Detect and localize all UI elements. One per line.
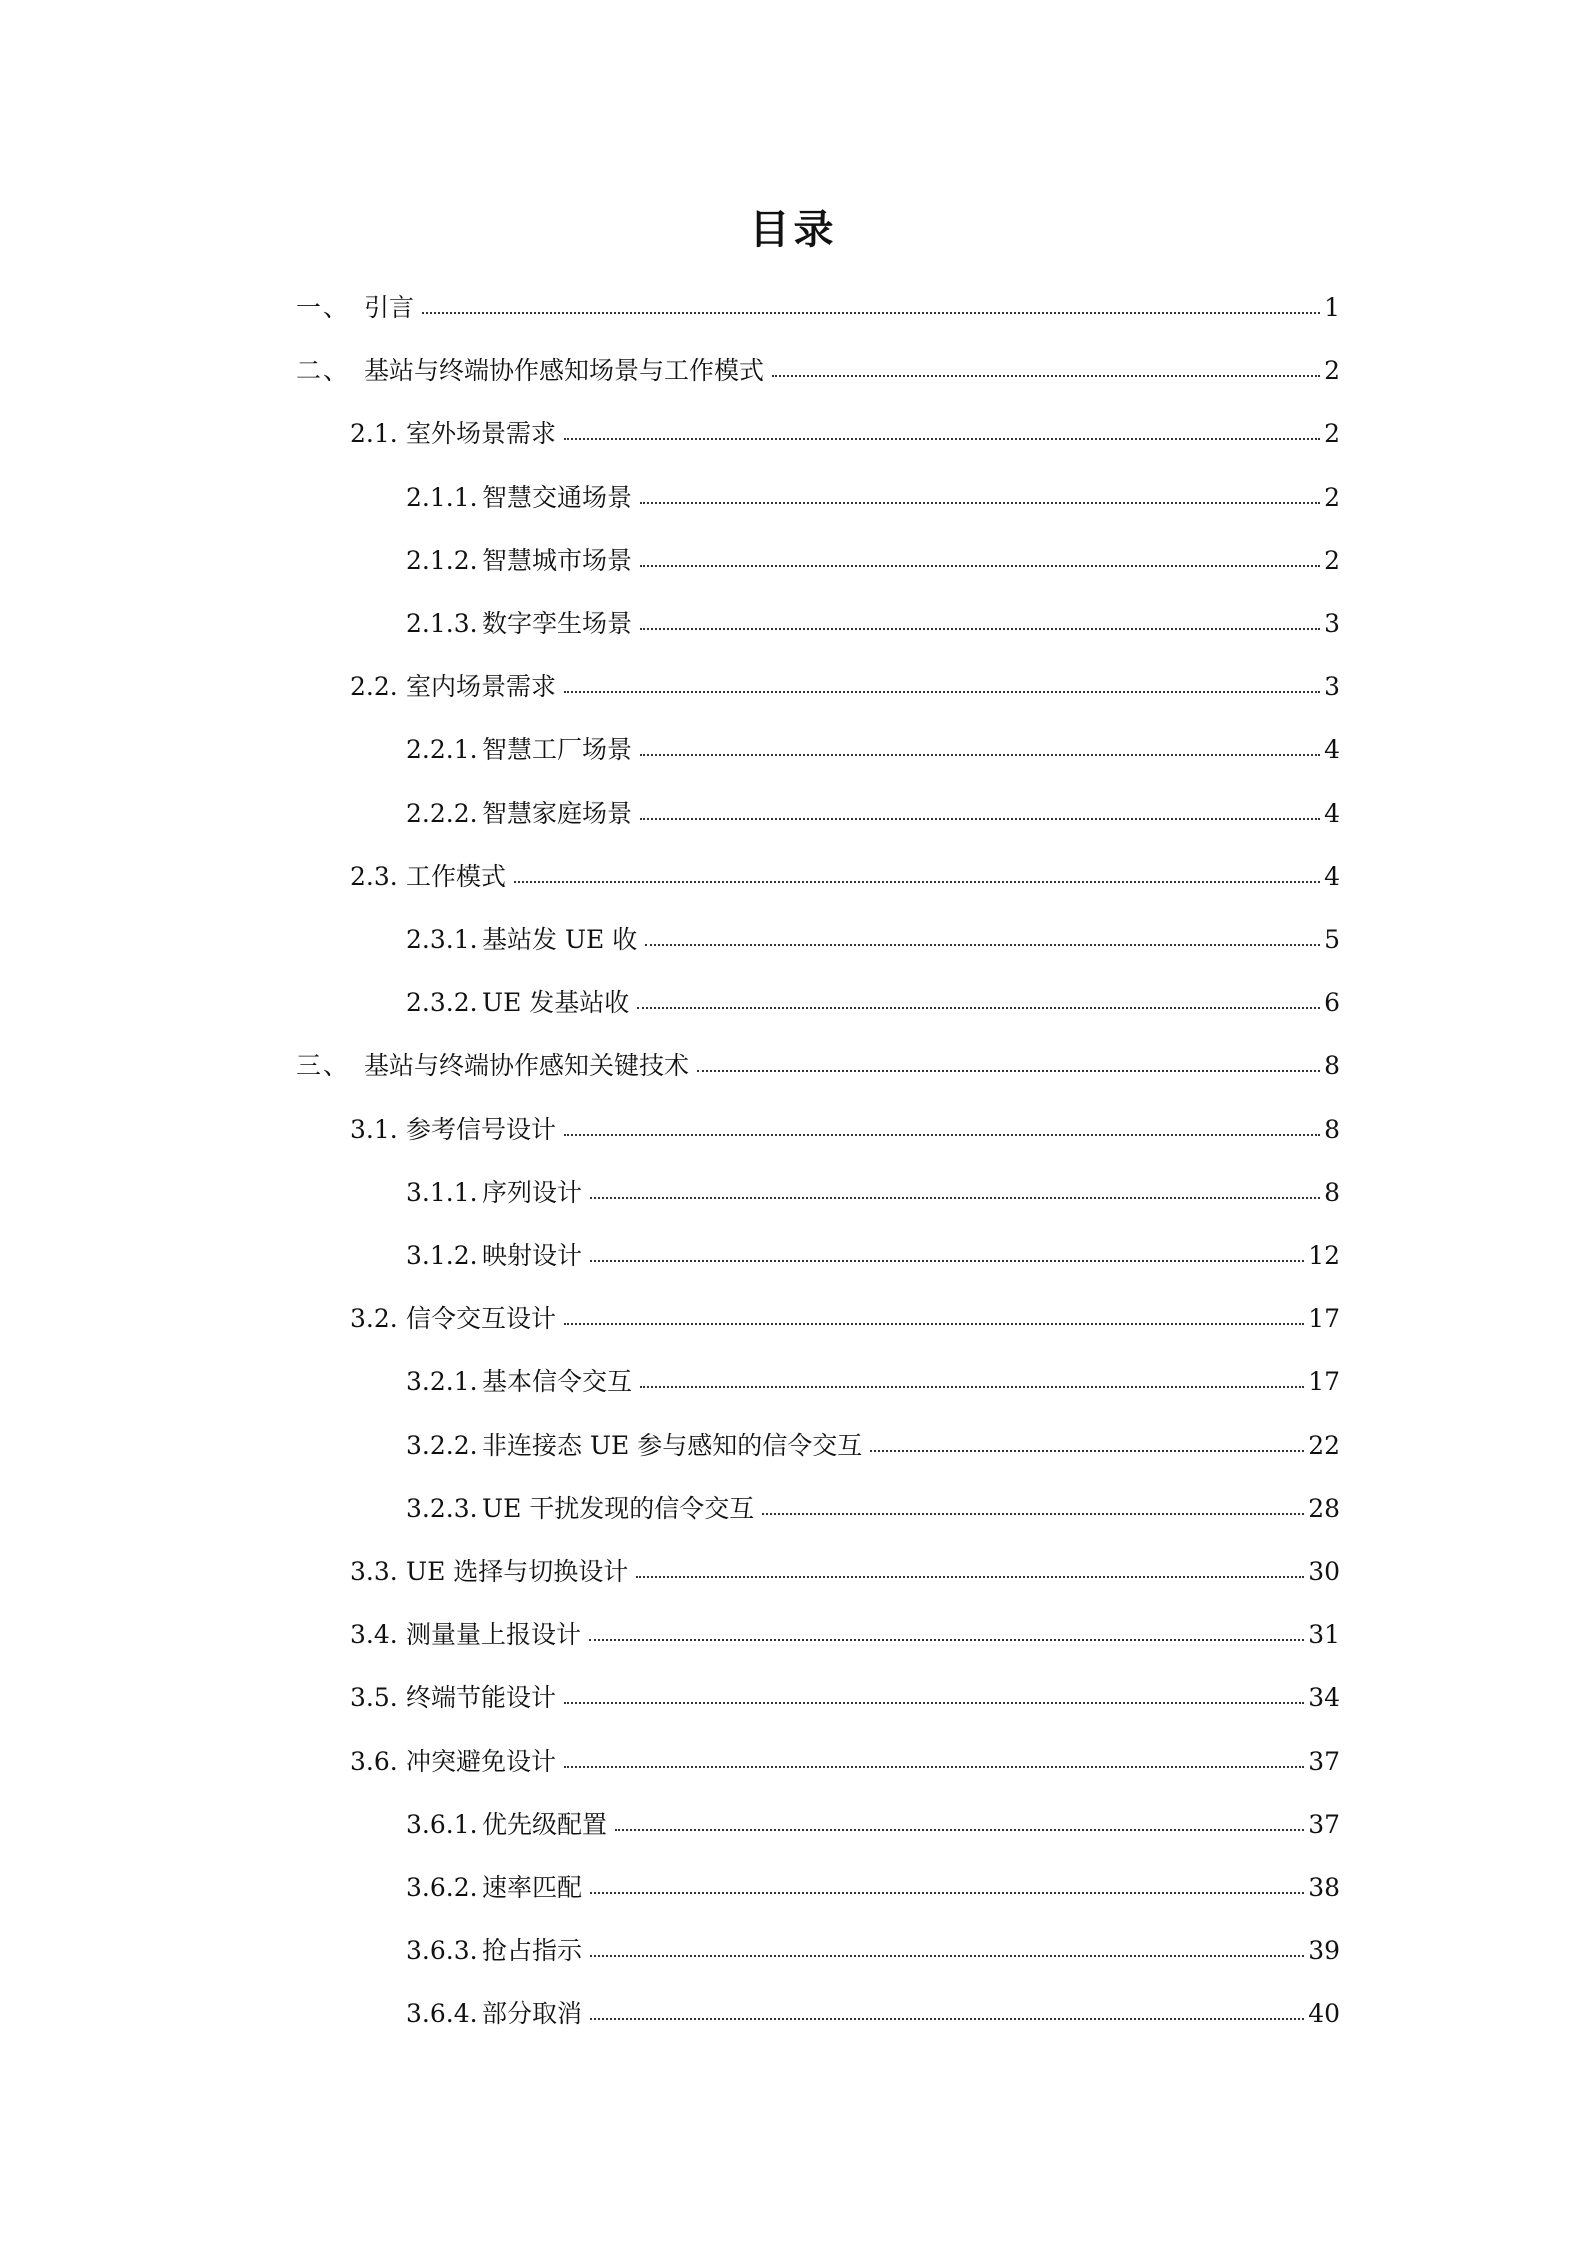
toc-entry-label: 数字孪生场景	[482, 609, 633, 638]
toc-entry-number: 2.1.	[350, 419, 398, 449]
toc-dot-leader	[590, 1868, 1304, 1894]
toc-entry[interactable]	[350, 1615, 1340, 1655]
toc-entry[interactable]	[350, 1110, 1340, 1150]
toc-entry-page-number: 4	[1324, 798, 1340, 828]
page-title: 目录	[749, 207, 838, 253]
toc-entry[interactable]	[296, 1046, 1340, 1086]
toc-entry-label: UE 选择与切换设计	[406, 1557, 629, 1586]
toc-entry-page-number: 8	[1324, 1177, 1340, 1207]
toc-entry[interactable]	[406, 1805, 1340, 1845]
toc-entry-page-number: 2	[1324, 419, 1340, 449]
toc-entry-number: 2.2.1.	[406, 735, 478, 765]
toc-dot-leader	[514, 857, 1320, 883]
toc-entry[interactable]	[406, 1362, 1340, 1402]
toc-dot-leader	[645, 920, 1320, 946]
toc-entry[interactable]	[406, 541, 1340, 581]
toc-entry-page-number: 37	[1308, 1809, 1340, 1839]
toc-dot-leader	[590, 1236, 1304, 1262]
toc-dot-leader	[564, 1299, 1304, 1325]
toc-entry-label: 非连接态 UE 参与感知的信令交互	[482, 1430, 863, 1460]
toc-entry-number: 3.1.2.	[406, 1241, 478, 1270]
toc-dot-leader	[590, 1931, 1304, 1957]
toc-entry[interactable]	[350, 1678, 1340, 1718]
toc-entry-number: 3.6.1.	[406, 1809, 478, 1839]
toc-entry-label: 智慧交通场景	[482, 482, 633, 512]
toc-entry[interactable]	[406, 1868, 1340, 1908]
toc-dot-leader	[564, 414, 1320, 440]
toc-entry[interactable]	[406, 1173, 1340, 1213]
toc-entry-number: 2.1.3.	[406, 609, 478, 638]
toc-entry-label: UE 干扰发现的信令交互	[482, 1493, 755, 1523]
toc-entry-page-number: 37	[1308, 1746, 1340, 1776]
toc-dot-leader	[640, 604, 1320, 630]
toc-entry-number: 3.6.	[350, 1746, 398, 1776]
toc-entry-label: 速率匹配	[482, 1873, 583, 1902]
toc-dot-leader	[564, 667, 1320, 693]
toc-dot-leader	[697, 1046, 1320, 1072]
toc-entry-label: 基本信令交互	[482, 1367, 633, 1397]
toc-entry-label: 室内场景需求	[406, 672, 557, 702]
toc-entry-page-number: 31	[1308, 1620, 1340, 1650]
toc-entry-page-number: 1	[1324, 293, 1340, 322]
toc-entry-label: 基站与终端协作感知场景与工作模式	[364, 356, 765, 386]
toc-entry-number: 3.2.	[350, 1304, 398, 1334]
toc-entry-number: 3.1.1.	[406, 1177, 478, 1207]
toc-entry-number: 一、	[296, 293, 351, 322]
toc-entry-page-number: 6	[1324, 988, 1340, 1018]
toc-entry-page-number: 28	[1308, 1493, 1340, 1523]
toc-entry[interactable]	[406, 478, 1340, 518]
toc-dot-leader	[870, 1426, 1304, 1452]
toc-entry-number: 3.2.1.	[406, 1367, 478, 1397]
toc-entry-number: 2.3.1.	[406, 925, 478, 954]
toc-entry[interactable]	[406, 1931, 1340, 1971]
toc-entry-label: 参考信号设计	[406, 1114, 557, 1144]
toc-entry-page-number: 5	[1324, 925, 1340, 954]
toc-entry-number: 3.1.	[350, 1114, 398, 1144]
toc-entry-page-number: 40	[1308, 1999, 1340, 2029]
toc-entry-label: 引言	[364, 293, 415, 322]
toc-entry[interactable]	[350, 1742, 1340, 1782]
toc-dot-leader	[640, 794, 1320, 820]
toc-entry-page-number: 17	[1308, 1304, 1340, 1334]
toc-entry-number: 2.3.	[350, 861, 398, 891]
toc-dot-leader	[564, 1678, 1304, 1704]
toc-entry-label: 基站发 UE 收	[482, 925, 638, 954]
toc-dot-leader	[637, 983, 1320, 1009]
toc-dot-leader	[636, 1552, 1304, 1578]
toc-entry-label: 抢占指示	[482, 1936, 583, 1966]
toc-entry[interactable]	[406, 1489, 1340, 1529]
toc-entry-page-number: 17	[1308, 1367, 1340, 1397]
toc-entry-number: 3.6.3.	[406, 1936, 478, 1966]
toc-entry-label: 智慧家庭场景	[482, 798, 633, 828]
toc-dot-leader	[615, 1805, 1304, 1831]
toc-entry-label: UE 发基站收	[482, 988, 630, 1018]
toc-entry-page-number: 8	[1324, 1114, 1340, 1144]
toc-entry-number: 3.2.2.	[406, 1430, 478, 1460]
toc-entry-number: 3.3.	[350, 1557, 398, 1586]
toc-dot-leader	[640, 478, 1320, 504]
toc-entry-label: 信令交互设计	[406, 1304, 557, 1334]
toc-entry[interactable]	[406, 604, 1340, 644]
toc-entry-number: 三、	[296, 1051, 351, 1081]
toc-entry-page-number: 4	[1324, 735, 1340, 765]
toc-entry-number: 2.3.2.	[406, 988, 478, 1018]
toc-entry[interactable]	[350, 857, 1340, 897]
toc-entry-label: 基站与终端协作感知关键技术	[364, 1051, 690, 1081]
toc-entry-number: 3.2.3.	[406, 1493, 478, 1523]
toc-entry-page-number: 30	[1308, 1557, 1340, 1586]
toc-entry[interactable]	[350, 414, 1340, 454]
toc-entry[interactable]	[406, 730, 1340, 770]
toc-entry[interactable]	[406, 1994, 1340, 2034]
toc-entry[interactable]	[406, 920, 1340, 960]
toc-entry-label: 工作模式	[406, 861, 507, 891]
toc-entry-number: 3.5.	[350, 1683, 398, 1713]
toc-entry-page-number: 2	[1324, 356, 1340, 386]
toc-entry-label: 序列设计	[482, 1177, 583, 1207]
toc-entry[interactable]	[350, 1299, 1340, 1339]
toc-entry-page-number: 3	[1324, 672, 1340, 702]
toc-entry[interactable]	[350, 667, 1340, 707]
toc-entry-page-number: 34	[1308, 1683, 1340, 1713]
toc-entry[interactable]	[406, 794, 1340, 834]
toc-entry-page-number: 12	[1308, 1241, 1340, 1270]
toc-entry-label: 映射设计	[482, 1241, 583, 1270]
toc-entry-page-number: 2	[1324, 545, 1340, 575]
toc-entry-label: 优先级配置	[482, 1809, 608, 1839]
toc-entry[interactable]	[406, 983, 1340, 1023]
toc-dot-leader	[564, 1110, 1320, 1136]
toc-entry-number: 3.6.2.	[406, 1873, 478, 1902]
toc-entry-label: 智慧工厂场景	[482, 735, 633, 765]
toc-entry-label: 终端节能设计	[406, 1683, 557, 1713]
toc-entry[interactable]	[406, 1236, 1340, 1276]
toc-entry-number: 2.2.	[350, 672, 398, 702]
toc-entry-label: 智慧城市场景	[482, 545, 633, 575]
toc-entry[interactable]	[406, 1426, 1340, 1466]
toc-dot-leader	[772, 351, 1320, 377]
toc-dot-leader	[590, 1994, 1304, 2020]
toc-entry-label: 测量量上报设计	[406, 1620, 582, 1650]
toc-dot-leader	[564, 1742, 1304, 1768]
toc-entry-page-number: 39	[1308, 1936, 1340, 1966]
toc-dot-leader	[762, 1489, 1304, 1515]
toc-entry[interactable]	[296, 288, 1340, 328]
toc-dot-leader	[640, 541, 1320, 567]
toc-entry-label: 室外场景需求	[406, 419, 557, 449]
toc-entry-page-number: 2	[1324, 482, 1340, 512]
toc-entry[interactable]	[296, 351, 1340, 391]
toc-entry-number: 2.2.2.	[406, 798, 478, 828]
toc-dot-leader	[590, 1173, 1320, 1199]
toc-dot-leader	[422, 288, 1320, 314]
toc-entry[interactable]	[350, 1552, 1340, 1592]
toc-entry-page-number: 3	[1324, 609, 1340, 638]
toc-entry-number: 3.6.4.	[406, 1999, 478, 2029]
toc-dot-leader	[640, 1362, 1304, 1388]
toc-dot-leader	[640, 730, 1320, 756]
toc-entry-page-number: 8	[1324, 1051, 1340, 1081]
toc-entry-number: 2.1.2.	[406, 545, 478, 575]
toc-entry-label: 冲突避免设计	[406, 1746, 557, 1776]
toc-entry-page-number: 22	[1308, 1430, 1340, 1460]
toc-entry-page-number: 38	[1308, 1873, 1340, 1902]
toc-entry-number: 3.4.	[350, 1620, 398, 1650]
toc-dot-leader	[589, 1615, 1304, 1641]
toc-entry-page-number: 4	[1324, 861, 1340, 891]
toc-entry-label: 部分取消	[482, 1999, 583, 2029]
toc-entry-number: 二、	[296, 356, 351, 386]
toc-entry-number: 2.1.1.	[406, 482, 478, 512]
